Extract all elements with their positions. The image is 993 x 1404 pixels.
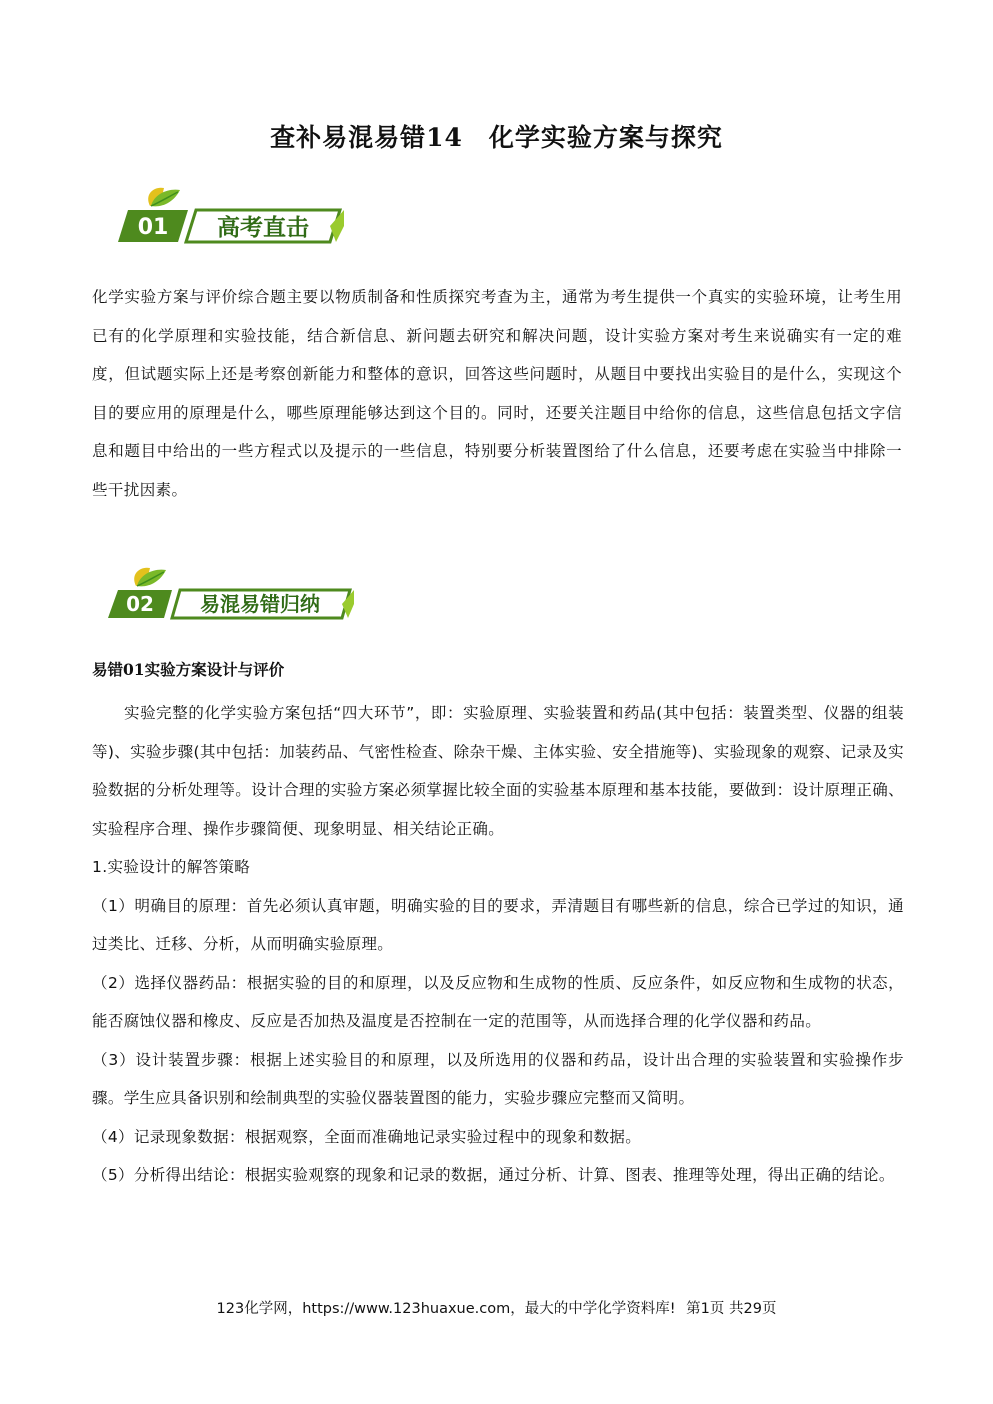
footer-page-number: 第1页 共29页 xyxy=(686,1301,777,1317)
list-item: （3）设计装置步骤：根据上述实验目的和原理，以及所选用的仪器和药品，设计出合理的实验装置和实验操作步骤。学生应具备识别和绘制典型的实验仪器装置图的能力，实验步骤应完整而又简明。 xyxy=(92,1050,904,1107)
list-item: （5）分析得出结论：根据实验观察的现象和记录的数据，通过分析、计算、图表、推理等处理，得出正确的结论。 xyxy=(92,1166,895,1184)
section-content xyxy=(92,694,904,1195)
section-number-02: 02 xyxy=(126,592,154,616)
strategy-title: 1.实验设计的解答策略 xyxy=(92,858,251,876)
section-number-01: 01 xyxy=(137,215,169,240)
list-item: （4）记录现象数据：根据观察，全面而准确地记录实验过程中的现象和数据。 xyxy=(92,1127,642,1146)
page-footer xyxy=(0,1297,993,1318)
intro-paragraph: 化学实验方案与评价综合题主要以物质制备和性质探究考查为主，通常为考生提供一个真实的实验环境，让考生用已有的化学原理和实验技能，结合新信息、新问题去研究和解决问题，设计实验方案对考生来说确实有一定的难度，但试题实际上还是考察创新能力和整体的意识，回答这些问题时，从题目中要找出实验目的是什么，实现这个目的要应用的原理是什么，哪些原理能够达到这个目的。同时，还要关注题目中给你的信息，这些信息包括文字信息和题目中给出的一些方程式以及提示的一些信息，特别要分析装置图给了什么信息，还要考虑在实验当中排除一些干扰因素。 xyxy=(92,288,902,499)
page-title: 查补易混易错14 化学实验方案与探究 xyxy=(270,123,723,152)
leaf-icon xyxy=(148,188,180,207)
section-badge-01 xyxy=(118,186,348,246)
error-heading: 易错01实验方案设计与评价 xyxy=(92,660,285,679)
leaf-icon xyxy=(134,568,166,587)
error-intro-paragraph: 实验完整的化学实验方案包括“四大环节”，即：实验原理、实验装置和药品(其中包括：装置类型、仪器的组装等)、实验步骤(其中包括：加装药品、气密性检查、除杂干燥、主体实验、安全措施等)、实验现象的观察、记录及实验数据的分析处理等。设计合理的实验方案必须掌握比较全面的实验基本原理和基本技能，要做到：设计原理正确、实验程序合理、操作步骤简便、现象明显、相关结论正确。 xyxy=(92,704,904,838)
section-label-02: 易混易错归纳 xyxy=(200,592,320,616)
footer-site-text: 123化学网，https://www.123huaxue.com，最大的中学化学资料库! xyxy=(216,1301,676,1317)
list-item: （2）选择仪器药品：根据实验的目的和原理，以及反应物和生成物的性质、反应条件，如反应物和生成物的状态，能否腐蚀仪器和橡皮、反应是否加热及温度是否控制在一定的范围等，从而选择合理的化学仪器和药品。 xyxy=(92,973,904,1030)
section-label-01: 高考直击 xyxy=(217,215,309,241)
section-badge-02 xyxy=(108,566,358,622)
list-item: （1）明确目的原理：首先必须认真审题，明确实验的目的要求，弄清题目有哪些新的信息，综合已学过的知识，通过类比、迁移、分析，从而明确实验原理。 xyxy=(92,896,904,953)
